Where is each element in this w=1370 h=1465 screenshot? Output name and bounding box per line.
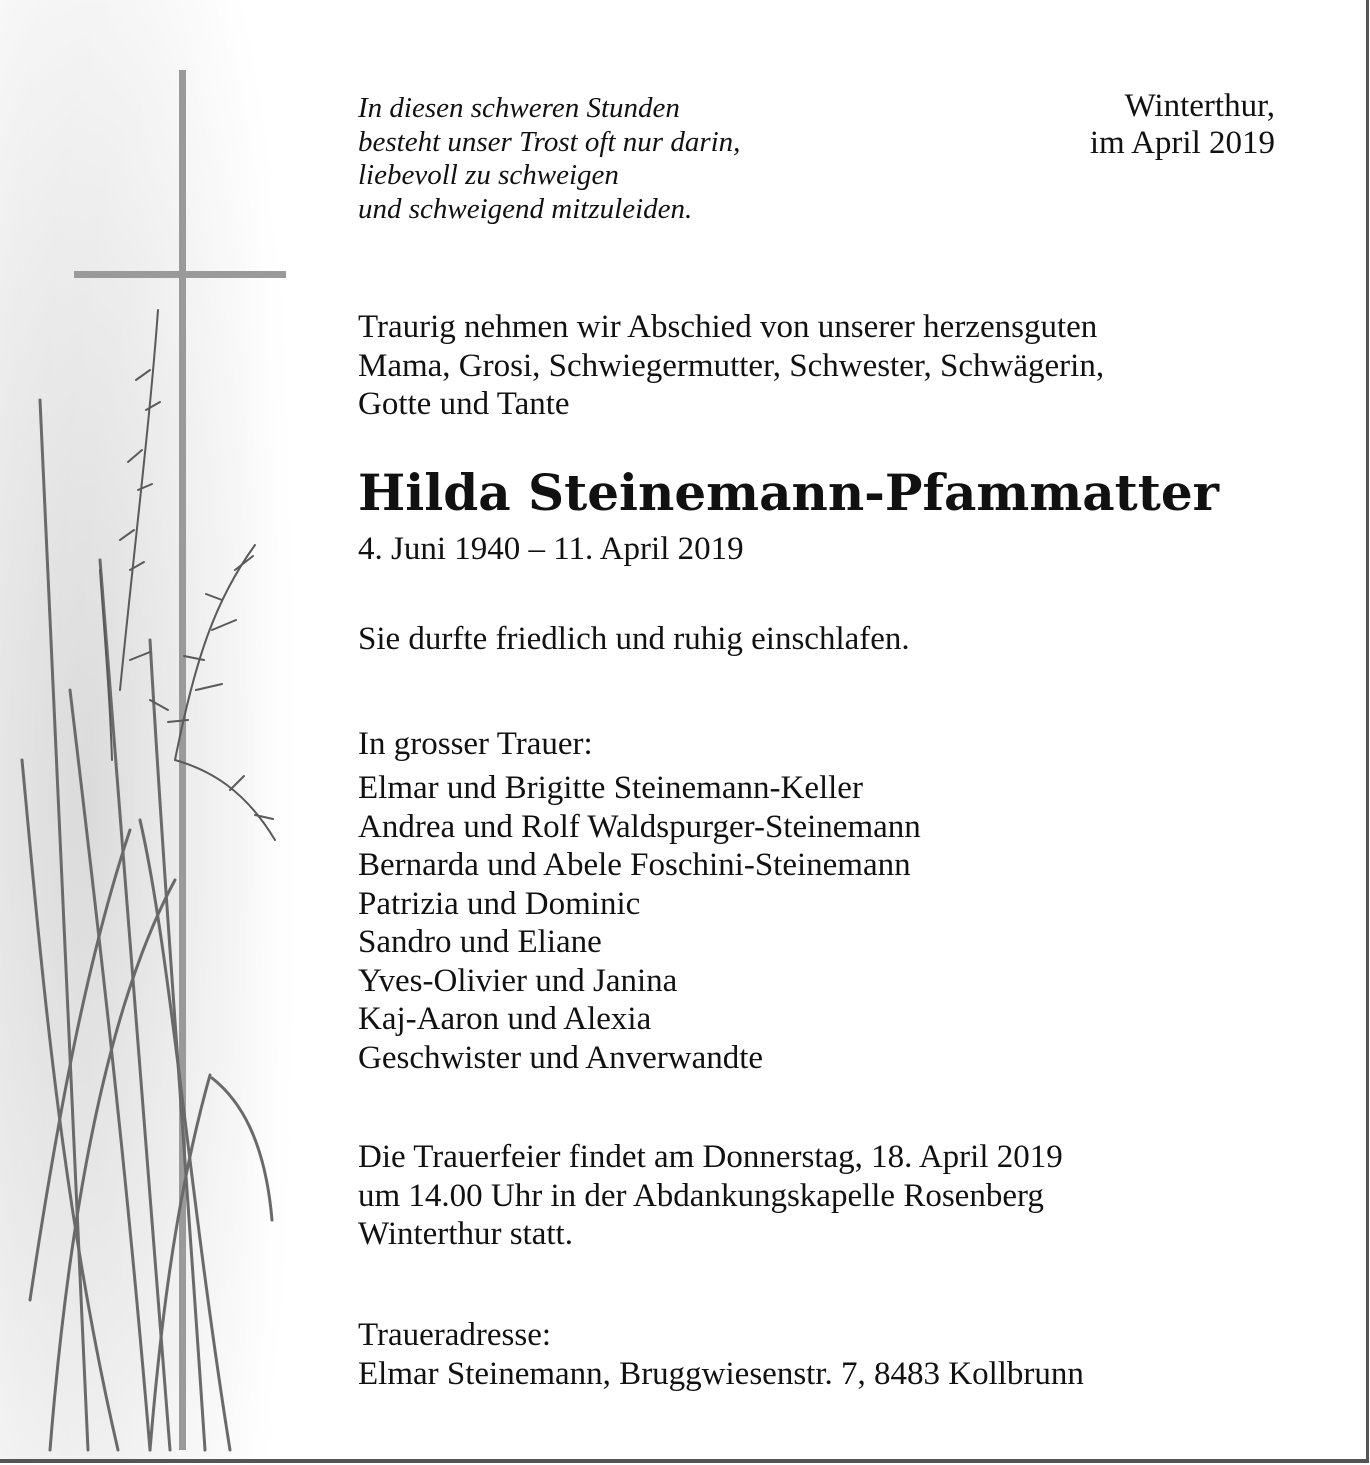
- mourner-name: Patrizia und Dominic: [358, 885, 641, 922]
- mourners-list: [358, 769, 1348, 1077]
- intro-line: Gotte und Tante: [358, 386, 570, 422]
- quote-line: In diesen schweren Stunden: [358, 92, 680, 124]
- place-line: Winterthur,: [1124, 88, 1275, 124]
- mourner-name: Elmar und Brigitte Steinemann-Keller: [358, 770, 863, 806]
- mourner-name: Bernarda und Abele Foschini-Steinemann: [358, 847, 911, 883]
- place-and-date: [960, 88, 1275, 162]
- intro-line: Traurig nehmen wir Abschied von unserer herzensguten: [358, 309, 1098, 345]
- intro-text: [358, 308, 1348, 424]
- date-line: im April 2019: [1089, 125, 1275, 161]
- mourner-name: Geschwister und Anverwandte: [358, 1039, 764, 1076]
- cross-and-grass-illustration: [0, 0, 300, 1459]
- statement: [358, 620, 1348, 659]
- ceremony-line: Winterthur statt.: [358, 1216, 573, 1252]
- address-line: Elmar Steinemann, Bruggwiesenstr. 7, 8483 Kollbrunn: [358, 1355, 1084, 1392]
- life-dates-text: 4. Juni 1940 – 11. April 2019: [358, 531, 744, 567]
- quote-line: und schweigend mitzuleiden.: [358, 192, 693, 225]
- ceremony-info: [358, 1138, 1348, 1254]
- intro-line: Mama, Grosi, Schwiegermutter, Schwester, Schwägerin,: [358, 347, 1105, 384]
- ceremony-line: um 14.00 Uhr in der Abdankungskapelle Rosenberg: [358, 1177, 1044, 1214]
- life-dates: [358, 530, 1348, 569]
- mourners-heading: [358, 725, 1348, 764]
- ceremony-line: Die Trauerfeier findet am Donnerstag, 18. April 2019: [358, 1139, 1063, 1175]
- mourner-name: Yves-Olivier und Janina: [358, 962, 678, 999]
- statement-text: Sie durfte friedlich und ruhig einschlafen.: [358, 621, 910, 657]
- mourning-address: [358, 1316, 1348, 1393]
- consolation-quote: [358, 92, 878, 226]
- mourners-heading-text: In grosser Trauer:: [358, 726, 593, 762]
- mourner-name: Kaj-Aaron und Alexia: [358, 1001, 652, 1037]
- mourner-name: Andrea und Rolf Waldspurger-Steinemann: [358, 808, 921, 845]
- quote-line: liebevoll zu schweigen: [358, 159, 619, 191]
- address-heading: Traueradresse:: [358, 1317, 552, 1353]
- quote-line: besteht unser Trost oft nur darin,: [358, 125, 741, 158]
- deceased-name: Hilda Steinemann-Pfammatter: [358, 463, 1219, 522]
- mourner-name: Sandro und Eliane: [358, 924, 602, 960]
